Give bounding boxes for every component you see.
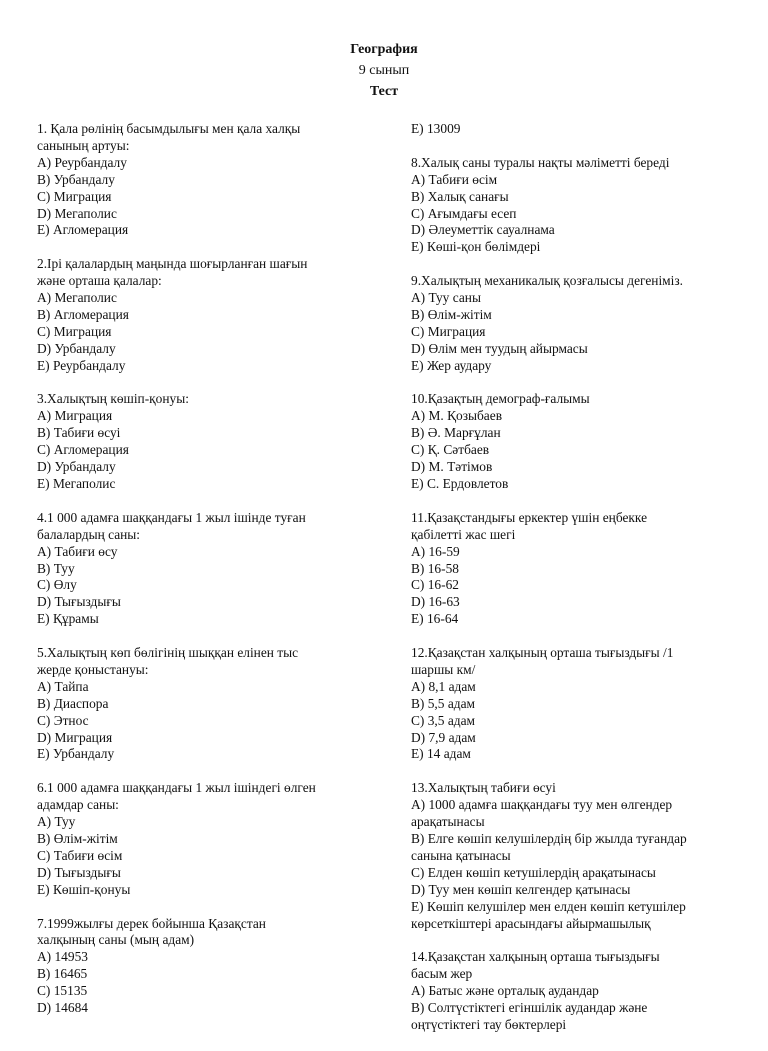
question-text: 13.Халықтың табиғи өсуі [411, 780, 556, 796]
question-text: 3.Халықтың көшіп-қонуы: [37, 391, 189, 407]
question-line: басым жер [411, 966, 473, 982]
question-text: 2.Ірі қалалардың маңында шоғырланған шағын [37, 256, 308, 272]
question-line: халқының саны (мың адам) [37, 932, 195, 948]
question-line: D) Мегаполис [37, 205, 117, 221]
left-question-column [37, 121, 377, 1034]
question-block [411, 391, 761, 492]
question-line: D) Урбандалу [37, 340, 116, 356]
question-line: санына қатынасы [411, 847, 511, 863]
question-block [411, 780, 761, 932]
question-line: А) Тайпа [37, 678, 89, 694]
question-line: шаршы км/ [411, 661, 476, 677]
question-block [37, 510, 377, 628]
question-block [37, 916, 377, 1017]
question-line: жерде қоныстануы: [37, 661, 149, 677]
question-line: санының артуы: [37, 137, 130, 153]
question-block [411, 155, 761, 256]
question-line: В) Ә. Марғұлан [411, 425, 501, 441]
question-line: арақатынасы [411, 814, 485, 830]
question-line: А) 8,1 адам [411, 678, 476, 694]
document-title: География [350, 42, 418, 57]
question-text: 1. Қала рөлінің басымдылығы мен қала халқы [37, 121, 301, 136]
question-line: А) Табиғи өсу [37, 543, 118, 559]
question-text: 5.Халықтың көп бөлігінің шыққан елінен тыс [37, 645, 299, 661]
question-line: D) М. Тәтімов [411, 459, 493, 475]
question-line: D) Урбандалу [37, 459, 116, 475]
right-question-column [411, 121, 761, 1051]
question-block [411, 510, 761, 628]
question-line: D) 14684 [37, 1000, 88, 1016]
question-line: адамдар саны: [37, 797, 119, 813]
question-line: С) 3,5 адам [411, 712, 475, 728]
question-line: С) Өлу [37, 577, 77, 593]
question-line: В) Агломерация [37, 306, 129, 322]
question-line: В) Диаспора [37, 695, 109, 711]
question-line: Е) Жер аудару [411, 357, 492, 373]
question-line: Е) 16-64 [411, 611, 459, 627]
question-line: А) Реурбандалу [37, 154, 127, 170]
question-block [37, 780, 377, 898]
question-line: Е) 14 адам [411, 746, 471, 762]
question-line: В) Солтүстіктегі егіншілік аудандар және [411, 1000, 648, 1016]
question-line: С) 16-62 [411, 577, 459, 593]
question-line: В) Елге көшіп келушілердің бір жылда туғандар [411, 830, 687, 846]
question-line: С) Қ. Сәтбаев [411, 442, 490, 458]
question-text: 7.1999жылғы дерек бойынша Қазақстан [37, 915, 266, 931]
question-line: С) Этнос [37, 712, 89, 728]
question-line: және орташа қалалар: [37, 273, 162, 289]
question-line: В) 16465 [37, 966, 88, 982]
question-line: Е) Агломерация [37, 222, 129, 238]
question-line: А) 16-59 [411, 543, 460, 559]
question-line: Е) Көші-қон бөлімдері [411, 239, 541, 255]
test-subtitle: Тест [369, 84, 399, 99]
question-line: А) М. Қозыбаев [411, 408, 503, 424]
question-text: 14.Қазақстан халқының орташа тығыздығы [411, 949, 660, 965]
question-text: 6.1 000 адамға шаққандағы 1 жыл ішіндегі өлген [37, 780, 316, 796]
question-text: 9.Халықтың механикалық қозғалысы дегеніміз. [411, 273, 683, 289]
question-line: В) Туу [37, 560, 75, 576]
question-line: Е) Көшіп-қонуы [37, 881, 131, 897]
question-line: С) 15135 [37, 983, 88, 999]
question-text: 8.Халық саны туралы нақты мәліметті береді [411, 154, 670, 170]
question-line: Е) Көшіп келушілер мен елден көшіп кетушілер [411, 898, 686, 914]
question-line: В) 5,5 адам [411, 695, 475, 711]
question-line: Е) С. Ердовлетов [411, 475, 509, 491]
question-block [411, 645, 761, 763]
question-block [411, 949, 761, 1034]
question-line: оңтүстіктегі тау бөктерлері [411, 1016, 567, 1032]
question-line: D) Тығыздығы [37, 594, 121, 610]
question-line: А) 14953 [37, 949, 88, 965]
question-line: В) Урбандалу [37, 171, 115, 187]
question-line: А) Батыс және орталық аудандар [411, 983, 599, 999]
question-text: 10.Қазақтың демограф-ғалымы [411, 391, 590, 407]
question-line: Е) Реурбандалу [37, 357, 126, 373]
question-line: D) Миграция [37, 729, 113, 745]
question-line: D) Өлім мен туудың айырмасы [411, 340, 588, 356]
question-line: А) Туу саны [411, 290, 481, 306]
question-line: D) Тығыздығы [37, 864, 121, 880]
question-line: В) 16-58 [411, 560, 459, 576]
question-line: Е) Құрамы [37, 611, 99, 627]
grade-label: 9 сынып [358, 63, 410, 78]
question-line: А) 1000 адамға шаққандағы туу мен өлгендер [411, 797, 673, 813]
question-block [37, 256, 377, 374]
question-line: С) Агломерация [37, 442, 129, 458]
question-line: В) Өлім-жітім [37, 830, 118, 846]
question-line: А) Миграция [37, 408, 113, 424]
question-line: С) Миграция [411, 323, 486, 339]
question-line: В) Табиғи өсуі [37, 425, 121, 441]
question-line: А) Мегаполис [37, 290, 117, 306]
question-text: 12.Қазақстан халқының орташа тығыздығы /1 [411, 645, 674, 661]
question-line: балалардың саны: [37, 526, 141, 542]
question-block [411, 273, 761, 374]
question-line: А) Табиғи өсім [411, 171, 498, 187]
question-line: D) 16-63 [411, 594, 460, 610]
question-line: С) Табиғи өсім [37, 847, 123, 863]
question-block [37, 645, 377, 763]
question-block [411, 121, 761, 138]
question-line: С) Миграция [37, 323, 112, 339]
question-line: D) Әлеуметтік сауалнама [411, 222, 555, 238]
question-line: С) Ағымдағы есеп [411, 205, 517, 221]
question-line: В) Халық санағы [411, 188, 509, 204]
question-line: D) 7,9 адам [411, 729, 476, 745]
question-line: D) Туу мен көшіп келгендер қатынасы [411, 881, 631, 897]
question-block [37, 121, 377, 239]
question-line: С) Миграция [37, 188, 112, 204]
question-block [37, 391, 377, 492]
question-line: С) Елден көшіп кетушілердің арақатынасы [411, 864, 656, 880]
question-text: 4.1 000 адамға шаққандағы 1 жыл ішінде туған [37, 509, 306, 525]
question-line: А) Туу [37, 814, 76, 830]
question-text: Е) 13009 [411, 121, 461, 136]
question-line: Е) Урбандалу [37, 746, 115, 762]
question-line: қабілетті жас шегі [411, 526, 516, 542]
question-line: көрсеткіштері арасындағы айырмашылық [411, 915, 651, 931]
question-line: Е) Мегаполис [37, 476, 116, 491]
question-text: 11.Қазақстандығы еркектер үшін еңбекке [411, 509, 648, 525]
question-line: В) Өлім-жітім [411, 306, 492, 322]
